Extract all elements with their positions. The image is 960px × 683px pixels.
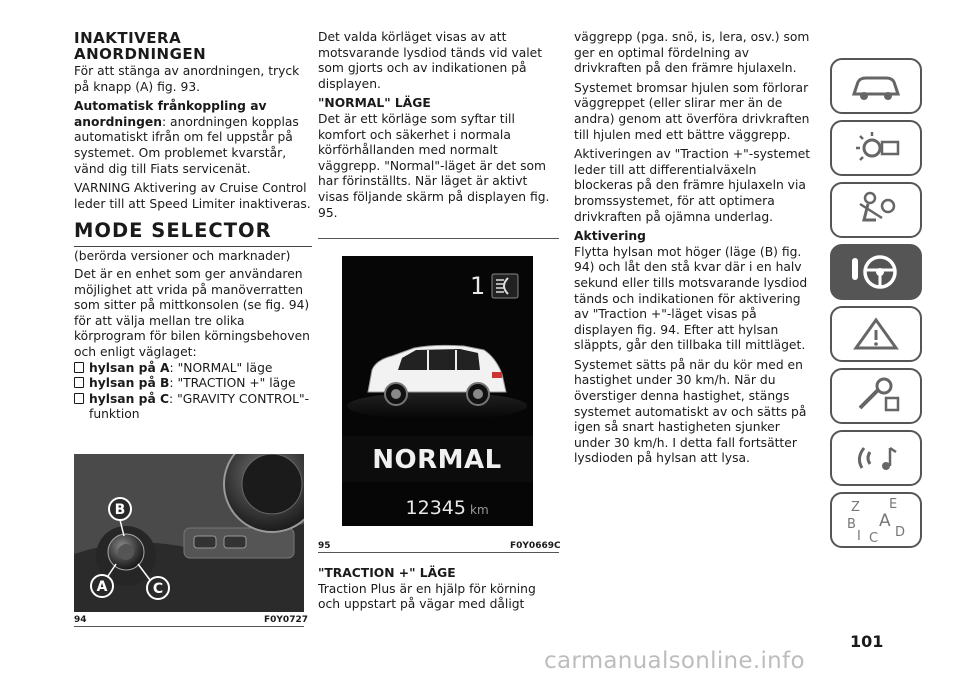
tab-dashboard-lights[interactable] <box>830 120 922 176</box>
paragraph <box>74 99 312 177</box>
callout-a: A <box>96 579 108 595</box>
index-letter: I <box>857 529 861 544</box>
list-item <box>74 376 312 392</box>
column-2-bottom <box>318 566 558 617</box>
instrument-display <box>342 256 533 526</box>
bullet-bold: hylsan på A <box>89 360 170 375</box>
heading-inaktivera <box>74 30 312 62</box>
index-letter: E <box>889 497 898 512</box>
paragraph: För att stänga av anordningen, tryck på knapp (A) fig. 93. <box>74 64 300 94</box>
callout-c: C <box>152 581 164 597</box>
bullet-box-icon <box>74 377 84 388</box>
index-letter: A <box>879 511 891 531</box>
safety-airbag-icon <box>846 190 906 230</box>
dashboard-lights-icon <box>846 128 906 168</box>
bullet-text: : "TRACTION +" läge <box>169 376 296 391</box>
watermark: carmanualsonline.info <box>544 648 805 674</box>
figure-top-rule <box>318 238 559 239</box>
figure-code: F0Y0669C <box>510 541 561 551</box>
warning-triangle-icon <box>846 314 906 354</box>
figure-code: F0Y0727 <box>264 615 308 625</box>
list-item <box>74 361 312 377</box>
tab-driving[interactable] <box>830 244 922 300</box>
section-title: MODE SELECTOR <box>74 220 312 247</box>
index-letter: Z <box>851 500 860 515</box>
column-2 <box>318 30 558 225</box>
figure-94-mode-selector-photo <box>74 454 304 612</box>
paragraph: Systemet bromsar hjulen som förlorar väggreppet (eller slirar mer än de andra) genom att överföra drivkraften till hjulen med ett bättre väggrepp. <box>574 80 810 142</box>
wrench-service-icon <box>846 376 906 416</box>
tab-multimedia[interactable] <box>830 430 922 486</box>
bullet-bold: hylsan på C <box>89 391 170 406</box>
bullet-bold: hylsan på B <box>89 376 170 391</box>
heading-line-2: ANORDNINGEN <box>74 45 207 63</box>
paragraph: VARNING Aktivering av Cruise Control leder till att Speed Limiter inaktiveras. <box>74 181 311 211</box>
figure-95-display <box>318 244 559 538</box>
subheading-normal: "NORMAL" LÄGE <box>318 96 431 111</box>
figure-number: 95 <box>318 541 331 551</box>
subheading-aktivering: Aktivering <box>574 229 646 244</box>
paragraph: (berörda versioner och marknader) <box>74 249 291 264</box>
headlight-icon <box>492 274 518 298</box>
gear-indicator: 1 <box>470 272 486 300</box>
bold-lead: Automatisk frånkoppling av anordningen <box>74 99 267 129</box>
tab-warnings[interactable] <box>830 306 922 362</box>
paragraph: väggrepp (pga. snö, is, lera, osv.) som ger en optimal fördelning av drivkraften på den främre hjulaxeln. <box>574 30 810 76</box>
subheading-traction: "TRACTION +" LÄGE <box>318 566 456 580</box>
paragraph-text: : anordningen kopplas automatiskt ifrån om fel uppstår på systemet. Om problemet kvarstår, vänd dig till Fiats servicenät. <box>74 114 299 176</box>
list-item <box>74 392 312 423</box>
figure-rule <box>318 552 559 553</box>
paragraph: Aktiveringen av "Traction +"-systemet leder till att differentialväxeln blockeras på den främre hjulaxeln via bromssystemet, för att optimera drivkraften på ojämna underlag. <box>574 147 811 224</box>
odometer-value: 12345 <box>405 497 466 519</box>
tab-safety[interactable] <box>830 182 922 238</box>
paragraph: Systemet sätts på när du kör med en hastighet under 30 km/h. När du överstiger denna hastighet, stängs systemet automatiskt av och sätts på igen så snart hastigheten sjunker under 30 km/h. I detta fall fortsätter lysdioden på hylsan att lysa. <box>574 357 807 466</box>
paragraph: Det är ett körläge som syftar till komfort och säkerhet i normala körförhållanden med normalt väggrepp. "Normal"-läget är det som har förinställts. När läget är aktivt visas följande skärm på displayen fig. 95. <box>318 111 550 220</box>
index-letter: C <box>869 531 879 544</box>
index-letter: B <box>847 517 856 532</box>
page-number: 101 <box>850 632 884 651</box>
column-1 <box>74 30 312 423</box>
figure-number: 94 <box>74 615 87 625</box>
bullet-text: : "NORMAL" läge <box>169 360 273 375</box>
index-letter: D <box>895 525 906 540</box>
paragraph: Det är en enhet som ger användaren möjlighet att vrida på manöverratten som sitter på mittkonsolen (se fig. 94) för att välja mellan tre olika körprogram för bilen körningsbehoven och enligt väglaget: <box>74 266 310 359</box>
paragraph: Flytta hylsan mot höger (läge (B) fig. 94) och låt den stå kvar där i en halv sekund eller tills motsvarande lysdiod tänds och indikationen för aktivering av "Traction +"-läget visas på displayen fig. 94. Efter att hylsan släppts, går den tillbaka till mittläget. <box>574 244 808 353</box>
bullet-box-icon <box>74 393 84 404</box>
tab-car-overview[interactable] <box>830 58 922 114</box>
index-letters-icon <box>841 496 911 544</box>
callout-b: B <box>114 502 126 518</box>
column-3 <box>574 30 818 471</box>
figure-rule <box>74 626 304 627</box>
heading-line-1: INAKTIVERA <box>74 29 182 47</box>
tab-service[interactable] <box>830 368 922 424</box>
paragraph: Traction Plus är en hjälp för körning och uppstart på vägar med dåligt <box>318 581 536 612</box>
steering-wheel-icon <box>846 250 906 294</box>
bullet-text: : "GRAVITY CONTROL"-funktion <box>89 391 310 422</box>
car-overview-icon <box>846 66 906 106</box>
odometer-unit: km <box>470 503 489 517</box>
bullet-box-icon <box>74 362 84 373</box>
mode-label: NORMAL <box>372 445 502 475</box>
multimedia-icon <box>846 438 906 478</box>
paragraph: Det valda körläget visas av att motsvarande lysdiod tänds vid valet som gjorts och av indikationen på displayen. <box>318 30 543 91</box>
tab-index[interactable] <box>830 492 922 548</box>
